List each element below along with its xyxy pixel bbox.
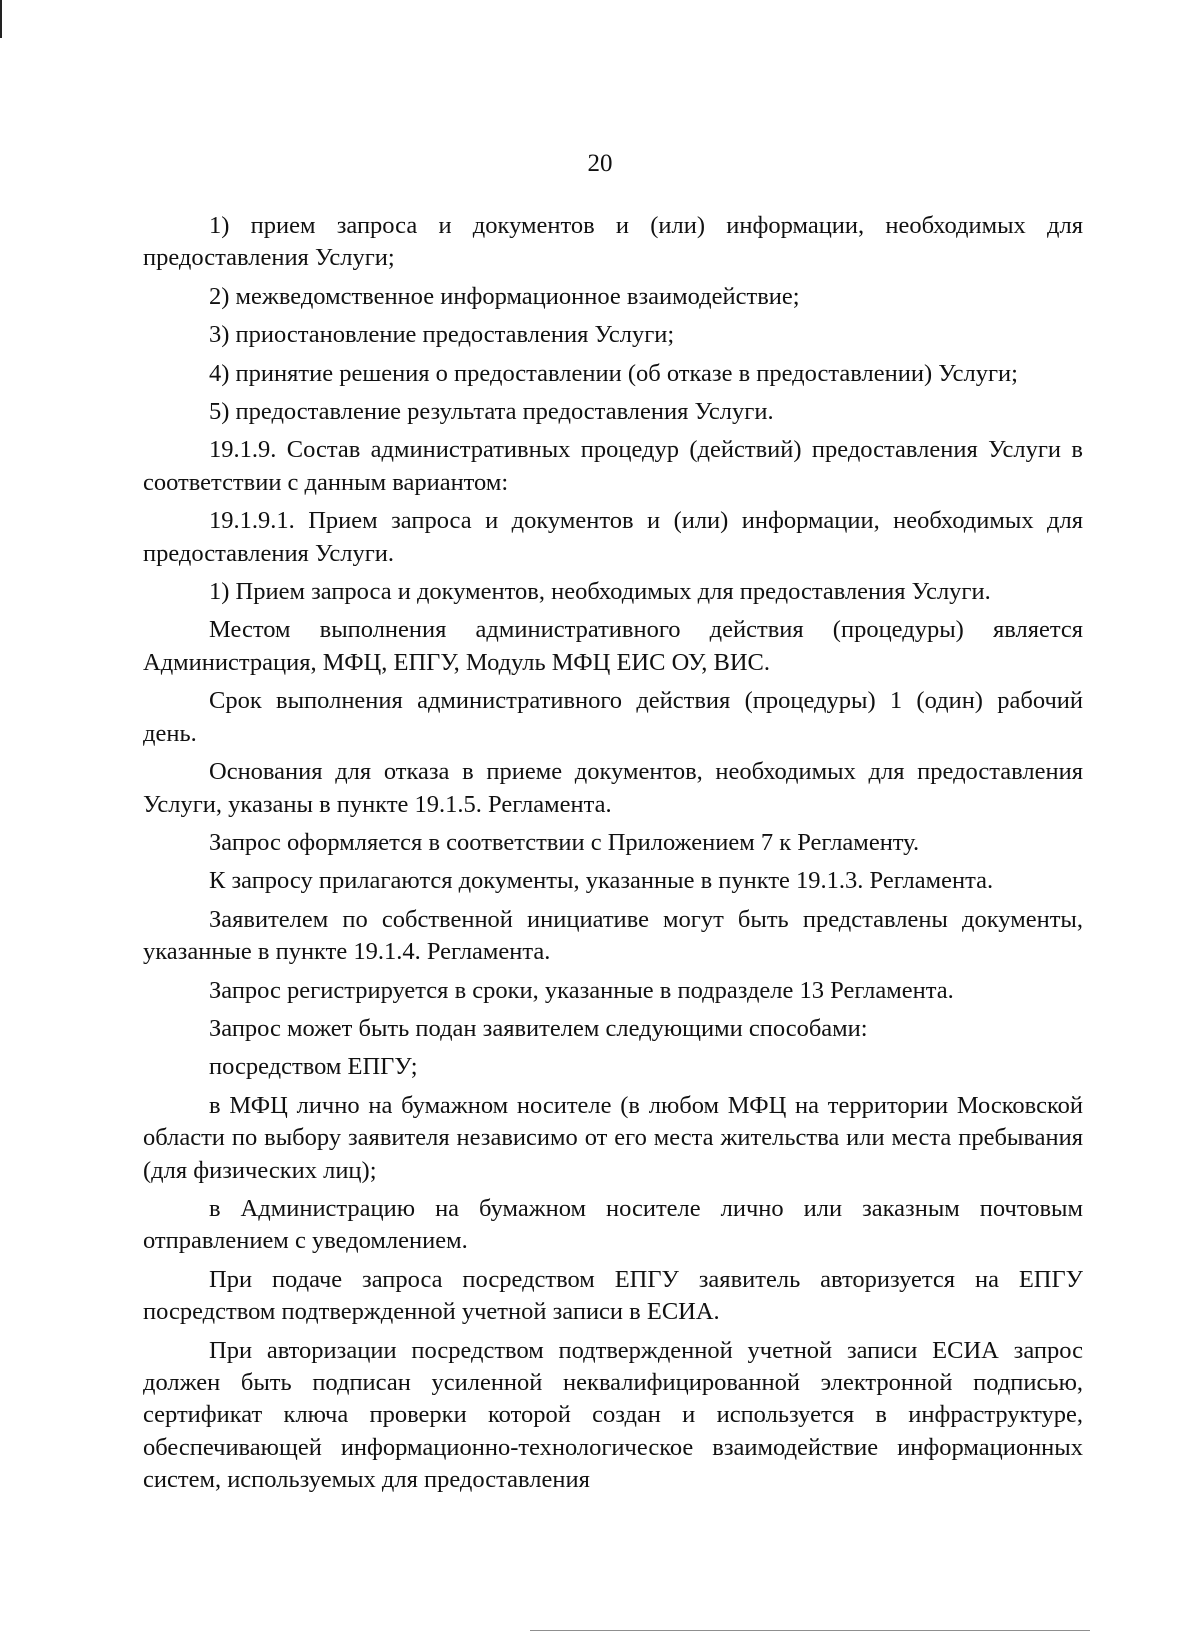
paragraph-section-19-1-9-1: 19.1.9.1. Прием запроса и документов и (или) информации, необходимых для предоставления Услуги. bbox=[143, 507, 1083, 567]
bottom-scan-line bbox=[530, 1630, 1090, 1631]
paragraph-step-1: 1) Прием запроса и документов, необходимых для предоставления Услуги. bbox=[209, 578, 991, 606]
document-body bbox=[143, 210, 1083, 1497]
paragraph-list-item-3: 3) приостановление предоставления Услуги; bbox=[209, 321, 675, 349]
paragraph-registration: Запрос регистрируется в сроки, указанные в подразделе 13 Регламента. bbox=[209, 976, 954, 1004]
paragraph-method-administration: в Администрацию на бумажном носителе лично или заказным почтовым отправлением с уведомлением. bbox=[143, 1194, 1083, 1255]
paragraph-section-19-1-9: 19.1.9. Состав административных процедур (действий) предоставления Услуги в соответствии с данным вариантом: bbox=[143, 436, 1083, 496]
page-number: 20 bbox=[587, 150, 613, 177]
paragraph-request-form: Запрос оформляется в соответствии с Приложением 7 к Регламенту. bbox=[209, 828, 920, 856]
paragraph-method-mfc: в МФЦ лично на бумажном носителе (в любом МФЦ на территории Московской области по выбору заявителя независимо от его места жительства или места пребывания (для физических лиц); bbox=[143, 1091, 1083, 1184]
paragraph-refusal-grounds: Основания для отказа в приеме документов, необходимых для предоставления Услуги, указаны в пункте 19.1.5. Регламента. bbox=[143, 758, 1083, 818]
paragraph-submission-methods: Запрос может быть подан заявителем следующими способами: bbox=[209, 1014, 868, 1042]
paragraph-list-item-4: 4) принятие решения о предоставлении (об отказе в предоставлении) Услуги; bbox=[209, 359, 1018, 387]
paragraph-epgu-authorization: При подаче запроса посредством ЕПГУ заявитель авторизуется на ЕПГУ посредством подтвержденной учетной записи в ЕСИА. bbox=[143, 1265, 1083, 1326]
paragraph-list-item-5: 5) предоставление результата предоставления Услуги. bbox=[209, 398, 774, 426]
paragraph-list-item-1: 1) прием запроса и документов и (или) информации, необходимых для предоставления Услуги; bbox=[143, 212, 1083, 272]
paragraph-own-initiative: Заявителем по собственной инициативе могут быть представлены документы, указанные в пункте 19.1.4. Регламента. bbox=[143, 905, 1083, 966]
paragraph-list-item-2: 2) межведомственное информационное взаимодействие; bbox=[209, 282, 800, 310]
paragraph-esia-signature: При авторизации посредством подтвержденной учетной записи ЕСИА запрос должен быть подписан усиленной неквалифицированной электронной подписью, сертификат ключа проверки которой создан и используется в инфраструктуре, обеспечивающей информационно-технологическое взаимодействие информационных систем, используемых для предоставления bbox=[143, 1336, 1083, 1494]
paragraph-term: Срок выполнения административного действия (процедуры) 1 (один) рабочий день. bbox=[143, 687, 1083, 747]
paragraph-attached-documents: К запросу прилагаются документы, указанные в пункте 19.1.3. Регламента. bbox=[209, 867, 994, 895]
paragraph-method-epgu: посредством ЕПГУ; bbox=[209, 1053, 418, 1081]
paragraph-place: Местом выполнения административного действия (процедуры) является Администрация, МФЦ, ЕПГУ, Модуль МФЦ ЕИС ОУ, ВИС. bbox=[143, 616, 1083, 676]
scan-edge-mark bbox=[0, 0, 2, 38]
